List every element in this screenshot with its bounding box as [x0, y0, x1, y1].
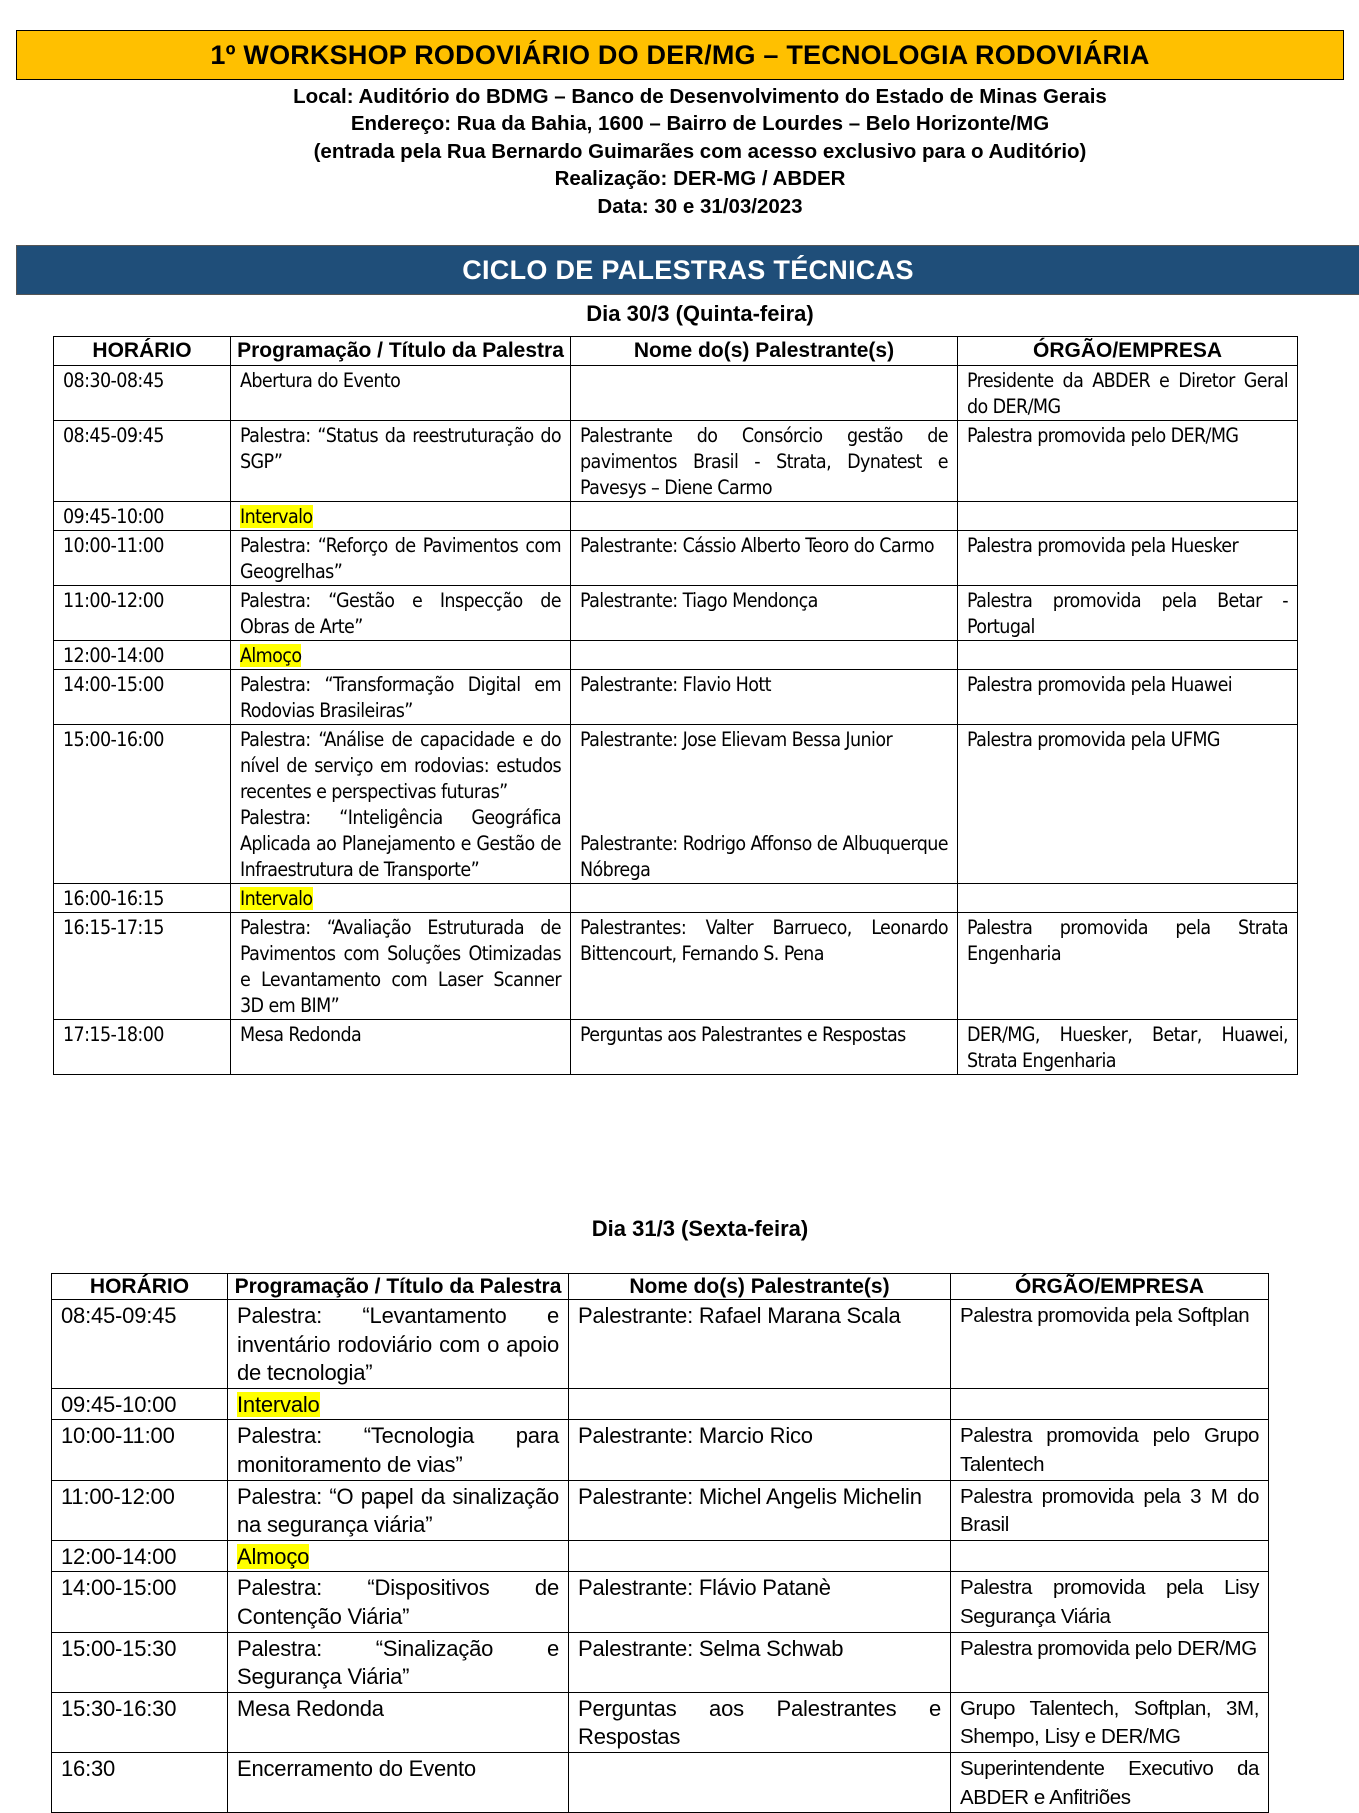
- org-name: 3 M do Brasil: [960, 1484, 1259, 1537]
- org-name: Grupo Talentech: [960, 1424, 1259, 1476]
- org-cell: [958, 884, 1298, 913]
- program-cell: [228, 1572, 569, 1632]
- section-title: CICLO DE PALESTRAS TÉCNICAS: [462, 254, 914, 285]
- speaker-cell: [571, 586, 958, 641]
- speaker-name: Palestrante: Rodrigo Affonso de Albuquerque Nóbrega: [580, 832, 948, 881]
- org-name: Palestra promovida pelo DER/MG: [967, 424, 1239, 447]
- speaker-name: Palestrante: Tiago Mendonça: [580, 589, 818, 612]
- program-title: Palestra: “Avaliação Estruturada de Pavimentos com Soluções Otimizadas e Levantamento com Laser Scanner 3D em BIM”: [240, 916, 561, 1017]
- day1-title: Dia 30/3 (Quinta-feira): [586, 301, 814, 326]
- program-cell: [231, 641, 571, 670]
- org-cell: [951, 1300, 1269, 1389]
- program-cell: [228, 1752, 569, 1812]
- org-name: Softplan: [1177, 1304, 1250, 1327]
- program-title: Mesa Redonda: [240, 1023, 362, 1046]
- org-name: Palestra promovida pela UFMG: [967, 728, 1220, 751]
- org-prefix: Palestra promovida pela: [960, 1304, 1178, 1327]
- org-cell: [951, 1632, 1269, 1692]
- table-row: [52, 1572, 1269, 1632]
- program-cell: [228, 1540, 569, 1572]
- speaker-cell: [569, 1420, 951, 1480]
- speaker-cell: [569, 1300, 951, 1389]
- time-cell: 10:00-11:00: [54, 531, 231, 586]
- column-header-program: Programação / Título da Palestra: [231, 337, 571, 366]
- table-row: [54, 670, 1298, 725]
- workshop-title-banner: [16, 30, 1344, 80]
- program-cell: [231, 586, 571, 641]
- program-title: Abertura do Evento: [240, 369, 401, 392]
- org-cell: [958, 1020, 1298, 1075]
- org-prefix: Palestra promovida pela: [960, 1484, 1191, 1508]
- org-name: Palestra promovida pela Huesker: [967, 534, 1239, 557]
- org-cell: [951, 1540, 1269, 1572]
- column-header-speaker: Nome do(s) Palestrante(s): [569, 1274, 951, 1300]
- program-cell: [231, 884, 571, 913]
- speaker-name: Perguntas aos Palestrantes e Respostas: [580, 1023, 906, 1046]
- program-cell: [231, 421, 571, 502]
- table-row: [52, 1540, 1269, 1572]
- break-label: Almoço: [240, 644, 302, 667]
- program-cell: [228, 1480, 569, 1540]
- speaker-name: Palestrante: Selma Schwab: [578, 1635, 844, 1661]
- org-cell: [958, 531, 1298, 586]
- table-row: [54, 641, 1298, 670]
- speaker-spacer: [580, 805, 948, 831]
- table-row: [54, 531, 1298, 586]
- day2-title: Dia 31/3 (Sexta-feira): [591, 1216, 809, 1241]
- section-title-banner: [16, 245, 1359, 295]
- break-label: Almoço: [237, 1543, 310, 1569]
- speaker-cell: [571, 366, 958, 421]
- org-cell: [958, 502, 1298, 531]
- break-label: Intervalo: [240, 505, 313, 528]
- org-cell: [951, 1692, 1269, 1752]
- table-row: [52, 1300, 1269, 1389]
- event-date: Data: 30 e 31/03/2023: [597, 194, 803, 218]
- day1-schedule-table: [53, 336, 1298, 1075]
- column-header-program: Programação / Título da Palestra: [228, 1274, 569, 1300]
- program-title: Palestra: “Análise de capacidade e do nível de serviço em rodovias: estudos recentes e perspectivas futuras”: [240, 728, 561, 803]
- time-cell: 12:00-14:00: [54, 641, 231, 670]
- org-prefix: Palestra promovida pela: [960, 1576, 1225, 1600]
- speaker-cell: [571, 502, 958, 531]
- program-title: Palestra: “Levantamento e inventário rodoviário com o apoio de tecnologia”: [237, 1303, 559, 1386]
- event-organizer: Realização: DER-MG / ABDER: [554, 167, 846, 191]
- program-title: Palestra: “Tecnologia para monitoramento de vias”: [237, 1423, 559, 1477]
- event-address: Endereço: Rua da Bahia, 1600 – Bairro de Lourdes – Belo Horizonte/MG: [350, 112, 1050, 136]
- program-cell: [228, 1300, 569, 1389]
- org-name: Lisy Segurança Viária: [960, 1576, 1259, 1628]
- org-cell: [951, 1480, 1269, 1540]
- workshop-title: 1º WORKSHOP RODOVIÁRIO DO DER/MG – TECNOLOGIA RODOVIÁRIA: [210, 39, 1150, 70]
- speaker-name: Palestrante: Flávio Patanè: [578, 1575, 831, 1601]
- table-row: [54, 421, 1298, 502]
- speaker-cell: [571, 641, 958, 670]
- org-name: DER/MG, Huesker, Betar, Huawei, Strata Engenharia: [967, 1023, 1288, 1072]
- org-cell: [958, 913, 1298, 1020]
- time-cell: 08:45-09:45: [54, 421, 231, 502]
- org-cell: [958, 366, 1298, 421]
- day2-schedule-table: [51, 1273, 1269, 1813]
- speaker-cell: [569, 1572, 951, 1632]
- table-row: [52, 1420, 1269, 1480]
- speaker-name: Palestrante: Cássio Alberto Teoro do Carmo: [580, 534, 934, 557]
- program-cell: [228, 1388, 569, 1420]
- time-cell: 11:00-12:00: [52, 1480, 228, 1540]
- speaker-cell: [569, 1632, 951, 1692]
- org-name: Palestra promovida pela Huawei: [967, 673, 1233, 696]
- speaker-cell: [569, 1692, 951, 1752]
- speaker-name: Palestrante: Michel Angelis Michelin: [578, 1483, 922, 1509]
- table-row: [52, 1632, 1269, 1692]
- program-cell: [228, 1632, 569, 1692]
- time-cell: 14:00-15:00: [52, 1572, 228, 1632]
- time-cell: 16:15-17:15: [54, 913, 231, 1020]
- table-header-row: [52, 1274, 1269, 1300]
- table-header-row: [54, 337, 1298, 366]
- time-cell: 16:30: [52, 1752, 228, 1812]
- speaker-cell: [569, 1752, 951, 1812]
- table-row: [52, 1752, 1269, 1812]
- speaker-cell: [569, 1540, 951, 1572]
- column-header-time: HORÁRIO: [54, 337, 231, 366]
- org-cell: [958, 670, 1298, 725]
- speaker-name: Palestrante: Rafael Marana Scala: [578, 1303, 901, 1328]
- speaker-cell: [571, 1020, 958, 1075]
- time-cell: 11:00-12:00: [54, 586, 231, 641]
- program-title: Palestra: “Dispositivos de Contenção Viária”: [237, 1575, 559, 1629]
- speaker-name: Palestrante: Jose Elievam Bessa Junior: [580, 728, 893, 751]
- time-cell: 15:00-15:30: [52, 1632, 228, 1692]
- break-label: Intervalo: [237, 1391, 320, 1417]
- table-row: [54, 502, 1298, 531]
- speaker-name: Palestrante: Marcio Rico: [578, 1423, 813, 1449]
- org-name: Presidente da ABDER e Diretor Geral do DER/MG: [967, 369, 1288, 418]
- program-cell: [231, 725, 571, 884]
- program-cell: [228, 1692, 569, 1752]
- program-cell: [228, 1420, 569, 1480]
- event-location: Local: Auditório do BDMG – Banco de Desenvolvimento do Estado de Minas Gerais: [293, 85, 1107, 108]
- program-cell: [231, 1020, 571, 1075]
- program-title: Palestra: “O papel da sinalização na segurança viária”: [237, 1483, 559, 1538]
- time-cell: 10:00-11:00: [52, 1420, 228, 1480]
- org-cell: [958, 641, 1298, 670]
- table-row: [52, 1692, 1269, 1752]
- program-cell: [231, 366, 571, 421]
- program-title: Palestra: “Status da reestruturação do SGP”: [240, 424, 561, 473]
- speaker-spacer: [580, 779, 948, 805]
- org-cell: [951, 1388, 1269, 1420]
- program-cell: [231, 502, 571, 531]
- speaker-name: Palestrante: Flavio Hott: [580, 673, 771, 696]
- program-title: Encerramento do Evento: [237, 1755, 476, 1781]
- program-cell: [231, 913, 571, 1020]
- time-cell: 15:00-16:00: [54, 725, 231, 884]
- org-cell: [958, 725, 1298, 884]
- table-row: [54, 725, 1298, 884]
- table-row: [54, 1020, 1298, 1075]
- time-cell: 17:15-18:00: [54, 1020, 231, 1075]
- org-cell: [951, 1420, 1269, 1480]
- org-name: Palestra promovida pela Betar - Portugal: [967, 589, 1288, 638]
- program-title: Palestra: “Inteligência Geográfica Aplicada ao Planejamento e Gestão de Infraestrutura de Transporte”: [240, 806, 561, 881]
- table-row: [52, 1388, 1269, 1420]
- program-title: Palestra: “Reforço de Pavimentos com Geogrelhas”: [240, 534, 561, 583]
- table-row: [52, 1480, 1269, 1540]
- program-title: Mesa Redonda: [237, 1695, 384, 1721]
- time-cell: 09:45-10:00: [52, 1388, 228, 1420]
- time-cell: 12:00-14:00: [52, 1540, 228, 1572]
- break-label: Intervalo: [240, 887, 313, 910]
- speaker-name: Palestrantes: Valter Barrueco, Leonardo Bittencourt, Fernando S. Pena: [580, 916, 948, 965]
- program-title: Palestra: “Sinalização e Segurança Viária”: [237, 1635, 559, 1690]
- time-cell: 08:30-08:45: [54, 366, 231, 421]
- program-title: Palestra: “Gestão e Inspecção de Obras de Arte”: [240, 589, 561, 638]
- column-header-org: ÓRGÃO/EMPRESA: [958, 337, 1298, 366]
- column-header-org: ÓRGÃO/EMPRESA: [951, 1274, 1269, 1300]
- time-cell: 15:30-16:30: [52, 1692, 228, 1752]
- org-name: Palestra promovida pela Strata Engenharia: [967, 916, 1288, 965]
- time-cell: 09:45-10:00: [54, 502, 231, 531]
- table-row: [54, 884, 1298, 913]
- org-name: Superintendente Executivo da ABDER e Anfitriões: [960, 1756, 1259, 1809]
- column-header-time: HORÁRIO: [52, 1274, 228, 1300]
- speaker-cell: [571, 421, 958, 502]
- speaker-name: Palestrante do Consórcio gestão de pavimentos Brasil - Strata, Dynatest e Pavesys – Diene Carmo: [580, 424, 948, 499]
- org-cell: [958, 421, 1298, 502]
- speaker-spacer: [580, 753, 948, 779]
- program-title: Palestra: “Transformação Digital em Rodovias Brasileiras”: [240, 673, 561, 722]
- speaker-cell: [569, 1480, 951, 1540]
- org-cell: [958, 586, 1298, 641]
- event-info: [0, 83, 1359, 220]
- org-prefix: Palestra promovida pelo: [960, 1636, 1178, 1660]
- time-cell: 08:45-09:45: [52, 1300, 228, 1389]
- org-cell: [951, 1752, 1269, 1812]
- org-prefix: Palestra promovida pelo: [960, 1424, 1205, 1448]
- table-row: [54, 586, 1298, 641]
- column-header-speaker: Nome do(s) Palestrante(s): [571, 337, 958, 366]
- speaker-cell: [571, 531, 958, 586]
- speaker-cell: [571, 884, 958, 913]
- event-entrance-note: (entrada pela Rua Bernardo Guimarães com acesso exclusivo para o Auditório): [313, 139, 1087, 163]
- org-name: Grupo Talentech, Softplan, 3M, Shempo, Lisy e DER/MG: [960, 1696, 1259, 1749]
- table-row: [54, 913, 1298, 1020]
- program-cell: [231, 531, 571, 586]
- speaker-cell: [569, 1388, 951, 1420]
- org-name: DER/MG: [1177, 1636, 1257, 1660]
- org-cell: [951, 1572, 1269, 1632]
- time-cell: 16:00-16:15: [54, 884, 231, 913]
- speaker-name: Perguntas aos Palestrantes e Respostas: [578, 1695, 941, 1750]
- speaker-cell: [571, 913, 958, 1020]
- table-row: [54, 366, 1298, 421]
- speaker-cell: [571, 670, 958, 725]
- program-cell: [231, 670, 571, 725]
- speaker-cell: [571, 725, 958, 884]
- time-cell: 14:00-15:00: [54, 670, 231, 725]
